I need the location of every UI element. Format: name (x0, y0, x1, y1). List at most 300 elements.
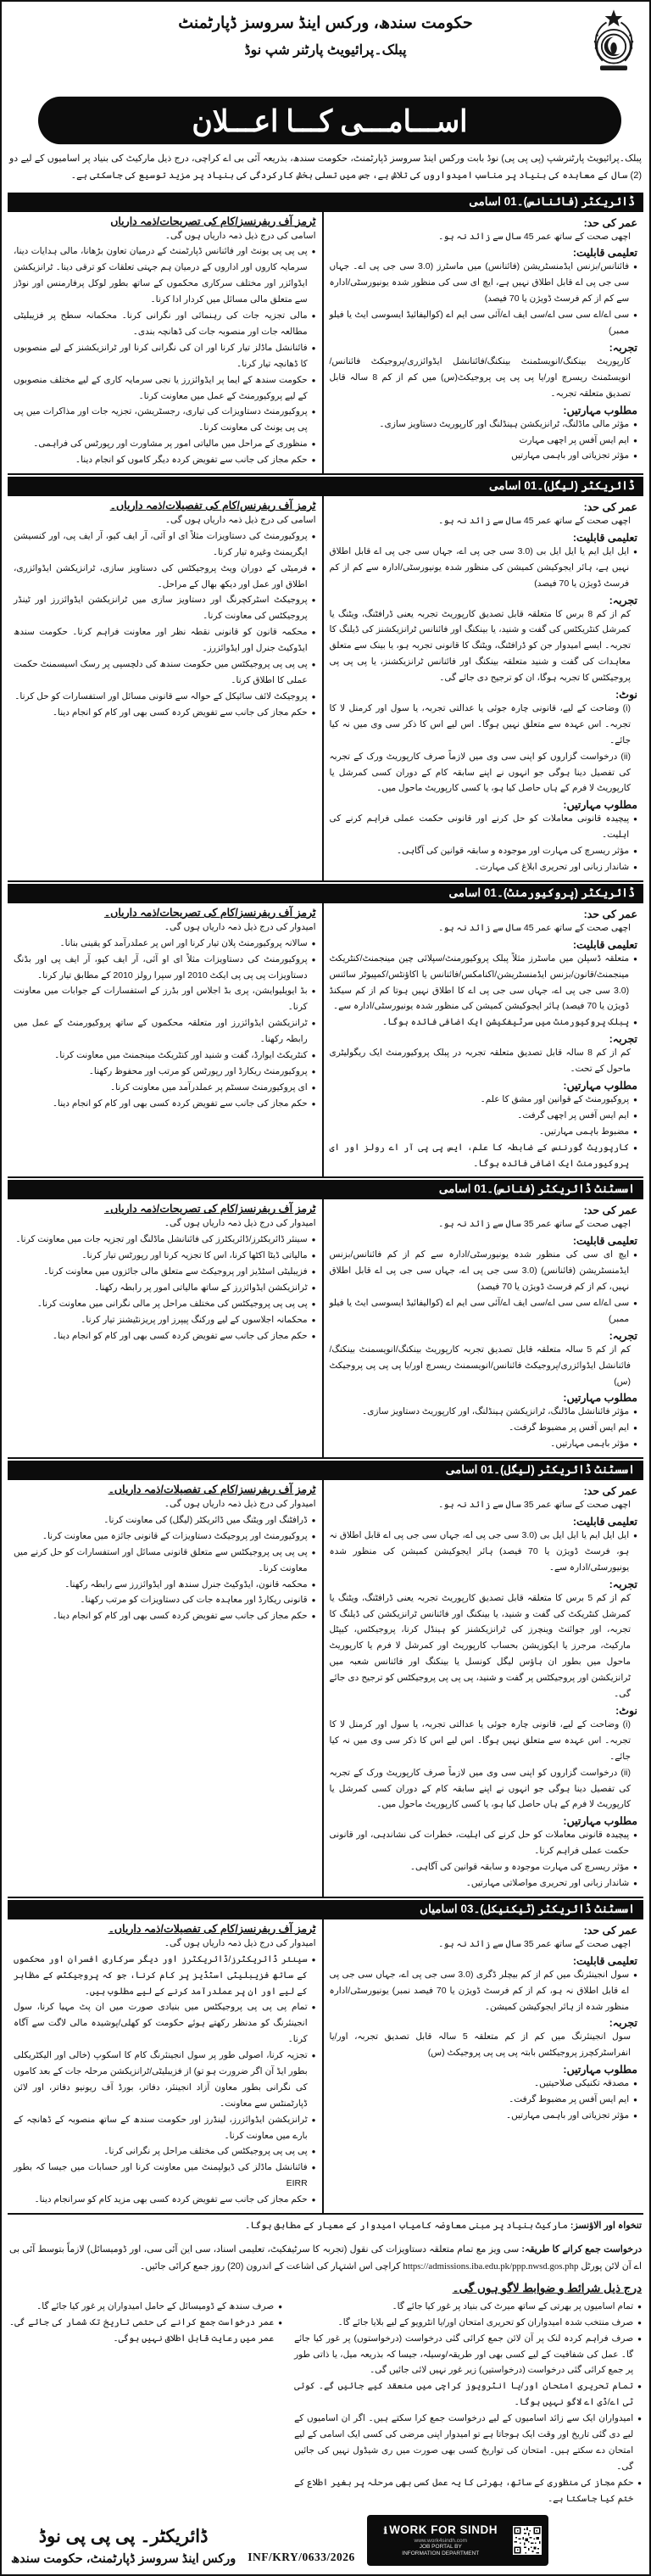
tor-item (14, 1999, 316, 2048)
tor-item-text: پی پی پی پروجیکٹس کی مختلف مراحل پر مالی نگرانی میں معاونت کرنا۔ (36, 1298, 308, 1309)
terms-item-text: تمام اسامیوں پر بھرتی کے ساتھ میرٹ کی بنیاد پر غور کیا جائے گا۔ (392, 2300, 634, 2311)
tor-item-text: ٹرانزیکشن ایڈوائزرز، لینڈرز اور حکومت سندھ کے ساتھ منصوبہ کے ڈھانچہ کے بارے میں معاونت کرنا۔ (14, 2114, 308, 2141)
tor-item (14, 936, 316, 952)
tor-item-text: پروکیورمنٹ دستاویزات کی تیاری، رجسٹریشن، تجزیہ جات اور مذاکرات میں پی پی پی یونٹ کی معاونت کرنا۔ (14, 406, 308, 433)
spec-item (330, 1124, 638, 1140)
tor-item (14, 1528, 316, 1545)
department-name: حکومت سندھ، ورکس اینڈ سروسز ڈپارٹمنٹ (178, 14, 473, 32)
tor-item (14, 1232, 316, 1248)
tor-item (14, 1096, 316, 1112)
terms-item-text: صرف منتخب شدہ امیدواران کو تحریری امتحان اور/یا انٹرویو کے لیے بلایا جائے گا۔ (337, 2316, 634, 2327)
spec-label: نوٹ: (615, 688, 637, 701)
bullet-icon: ● (311, 408, 316, 416)
bullet-icon: ● (311, 532, 316, 540)
tor-item (14, 1264, 316, 1280)
spec-item (330, 1436, 638, 1452)
tor-item-text: پروکیورمنٹ اور پروجیکٹ دستاویزات کے قانونی جائزہ میں معاونت کرنا۔ (42, 1530, 308, 1541)
spec-item (330, 416, 638, 433)
spec-item (330, 2076, 638, 2092)
tor-item-text: منظوری کے مراحل میں مالیاتی امور پر مشاورت اور رپورٹس کی فراہمی۔ (33, 439, 308, 450)
note-item: (i) وضاحت کے لیے، قانونی چارہ جوئی یا عدالتی تجربہ، یا سول اور کرمنل لا کا تجربہ۔ اس عہدہ سے متعلق نہیں ہوگا۔ اس لیے اس کا ذکر سی وی میں نہ کیا جائے۔ (329, 1718, 631, 1762)
signature-block (11, 2526, 236, 2566)
tor-item (14, 2192, 316, 2208)
job-title: اسسٹنٹ ڈائریکٹر (ٹیکنیکل)۔03 اسامیاں (8, 1900, 643, 1919)
terms-item (294, 2299, 642, 2315)
terms-of-reference-column (8, 212, 322, 473)
job-section-5 (8, 1461, 643, 1898)
badge-text (374, 2523, 508, 2559)
spec-item (330, 544, 638, 592)
tor-item-text: پی پی پی پروجیکٹس میں حکومت سندھ کی دلچسپی پر رسک اسیسمنٹ حکمت عملی کا اطلاق کرنا۔ (14, 658, 308, 685)
tor-item-text: محکمانہ اجلاسوں کے لیے ورکنگ پیپرز اور پریزنٹیشنز تیار کرنا۔ (81, 1314, 308, 1325)
bullet-icon: ● (311, 1284, 316, 1293)
job-section-2 (8, 477, 643, 882)
spec-item-text: پیچیدہ قانونی معاملات کو حل کرنے اور قانونی حکمت عملی فراہم کرنے کی اہلیت۔ (329, 813, 630, 841)
tor-item-text: پی پی پی پروجیکٹس سے متعلق قانونی مسائل اور استفسارات کو حل کرنے میں معاونت کرنا۔ (14, 1546, 308, 1573)
spec-item (330, 811, 638, 843)
spec-label: تعلیمی قابلیت: (572, 531, 637, 544)
spec-item (330, 1247, 638, 1295)
spec-item-text: ایل ایل ایم یا ایل ایل بی (3.0 سی جی پی اے، جہاں سی جی پی اے قابل اطلاق نہیں ہے، ہائر ایجوکیشن کمیشن کی منظور شدہ یونیورسٹی/ادارہ سے کم از کم فرسٹ ڈویژن یا 70 فیصد) (329, 545, 630, 589)
bullet-icon: ● (633, 815, 637, 824)
bullet-icon: ● (311, 1268, 316, 1277)
bullet-icon: ● (311, 1099, 316, 1108)
spec-text: کم از کم 8 سالہ قابل تصدیق متعلقہ تجربہ در پبلک پروکیورمنٹ ایک ریگولیٹری ماحول کے تحت۔ (329, 1048, 631, 1075)
tor-item (14, 1248, 316, 1264)
tor-item (14, 561, 316, 593)
spec-item (330, 433, 638, 449)
job-section-6 (8, 1900, 643, 2215)
spec-item (330, 859, 638, 875)
tor-item-text: فرمیٹی کے دوران ویٹ پروجیکٹس کی دستاویز سازی، ٹرانزیکشن ایڈوائزری، اطلاق اور عمل اور دیکھ بھال کے مراحل۔ (14, 562, 308, 590)
spec-item (330, 1859, 638, 1875)
tor-item-text: حکم مجاز کی جانب سے تفویض کردہ کسی بھی اور کام کو انجام دینا۔ (52, 1098, 308, 1109)
tor-item (14, 689, 316, 705)
bullet-icon: ● (633, 1143, 637, 1152)
spec-item-text: ایچ ای سی کی منظور شدہ یونیورسٹی/ادارہ سے کم از کم فائنانس/بزنس ایڈمنسٹریشن (فائنانس) (3.0 سی جی پی اے، جہاں سی جی پی اے قابل اطلاق نہیں، کم از کم فرسٹ ڈویژن یا 70 فیصد) (329, 1249, 630, 1293)
spec-text: اچھی صحت کے ساتھ عمر 45 سال سے زائد نہ ہو۔ (438, 515, 631, 526)
tor-item (14, 592, 316, 624)
tor-item-text: قانونی ریکارڈ اور معاہدہ جات کی دستاویزات کو مرتب رکھنا۔ (80, 1595, 308, 1606)
qr-code-icon (513, 2526, 542, 2555)
spec-label: تجربہ: (609, 341, 637, 354)
bullet-icon: ● (311, 440, 316, 449)
bullet-icon: ● (311, 1067, 316, 1076)
tor-item-text: مالیاتی ڈیٹا اکٹھا کرنا، اس کا تجزیہ کرنا اور رپورٹس تیار کرنا۔ (81, 1250, 308, 1261)
tor-intro: امیدوار کی درج ذیل ذمہ داریاں ہوں گی۔ (164, 1218, 316, 1229)
spec-item-text: سی اے/اے سی سی اے/سی ایف اے/آئی سی ایم اے (کوالیفائیڈ ایسوسی ایٹ یا فیلو ممبر) (329, 310, 630, 337)
tor-item (14, 705, 316, 721)
bullet-icon: ● (637, 2318, 642, 2327)
terms-item-text: تمام تحریری امتحان اور/یا انٹرویوز کراچی میں منعقد کیے جائیں گے۔ کوئی ٹی اے/ڈی اے لاگو نہیں ہوگا۔ (294, 2381, 634, 2408)
tor-item (14, 2143, 316, 2160)
terms-item (294, 2378, 642, 2411)
tor-item (14, 436, 316, 452)
terms-item (294, 2475, 642, 2507)
spec-label: نوٹ: (615, 1704, 637, 1717)
spec-item (330, 1420, 638, 1436)
bullet-icon: ● (633, 1127, 637, 1136)
bullet-icon: ● (633, 1299, 637, 1308)
tor-item-text: محکمہ قانون، ایڈوکیٹ جنرل سندھ اور ایڈوائزرز سے رابطہ رکھنا۔ (64, 1579, 308, 1590)
spec-item-text: ایم ایس آفس پر مضبوط گرفت۔ (509, 1422, 630, 1433)
tor-heading: ٹرمز آف ریفرنسز/کام کی تصریحات/ذمہ داریاں (110, 215, 316, 227)
how-to-apply (8, 2238, 643, 2279)
terms-of-reference-column (8, 1480, 322, 1897)
spec-label: تجربہ: (609, 2017, 637, 2030)
spec-item (330, 1404, 638, 1420)
bullet-icon: ● (633, 1408, 637, 1417)
spec-label: تعلیمی قابلیت: (572, 1235, 637, 1248)
bullet-icon: ● (311, 987, 316, 996)
spec-item-text: مضبوط باہمی مہارتیں۔ (538, 1126, 630, 1137)
spec-item (330, 448, 638, 464)
job-specs-column (322, 1919, 644, 2213)
tor-item (14, 983, 316, 1015)
tor-item (14, 1512, 316, 1528)
salary-label: تنخواہ اور الاؤنسز: (570, 2220, 642, 2231)
job-title: ڈائریکٹر (فائنانس)۔01 اسامی (8, 193, 643, 212)
spec-item (330, 1092, 638, 1108)
tor-item-text: پی پی پی پروجیکٹس کی مختلف مراحل پر نگرانی کرنا۔ (103, 2146, 308, 2157)
job-title: ڈائریکٹر (پروکیورمنٹ)۔01 اسامی (8, 884, 643, 903)
spec-item-text: پیچیدہ قانونی معاملات کو حل کرنے کی اہلیت، خطرات کی نشاندہی، اور قانونی حکمت عملی فراہم کرنا۔ (329, 1830, 630, 1857)
spec-item-text: مؤثر ریسرچ کی مہارت اور موجودہ و سابقہ قوانین کی آگاہی۔ (396, 846, 630, 857)
job-title: اسسٹنٹ ڈائریکٹر (فنانس)۔01 اسامی (8, 1180, 643, 1199)
tor-item-text: حکم مجاز کی جانب سے تفویض کردہ کسی بھی اور کام کو انجام دینا۔ (52, 1611, 308, 1622)
bullet-icon: ● (311, 1580, 316, 1589)
job-section-body (8, 1480, 643, 1898)
spec-item-text: سی اے/اے سی سی اے/سی ایف اے/آئی سی ایم اے (کوالیفائیڈ ایسوسی ایٹ یا فیلو ممبر) (329, 1298, 630, 1324)
bullet-icon: ● (311, 248, 316, 256)
badge-subtitle-1: JOB PORTAL BY (419, 2543, 462, 2550)
spec-item (330, 1827, 638, 1859)
job-specs-column (322, 1199, 644, 1457)
spec-label: تجربہ: (609, 1329, 637, 1342)
bullet-icon: ● (633, 2111, 637, 2120)
tor-item (14, 1952, 316, 2000)
bullet-icon: ● (637, 2302, 642, 2311)
banner-text: اســـامـــی کـــا اعـــلان (192, 103, 468, 137)
bullet-icon: ● (633, 1864, 637, 1872)
bullet-icon: ● (311, 312, 316, 321)
bullet-icon: ● (311, 1955, 316, 1964)
spec-label: تجربہ: (609, 1033, 637, 1046)
tor-item-text: پروکیورمنٹ ریکارڈ اور رپورٹس کو مرتب اور محفوظ رکھنا۔ (88, 1065, 308, 1076)
spec-item (330, 307, 638, 339)
job-section-body (8, 903, 643, 1179)
spec-item (330, 1295, 638, 1327)
spec-label: تعلیمی قابلیت: (572, 247, 637, 260)
bullet-icon: ● (633, 420, 637, 428)
badge-title: ℹ WORK FOR SINDH (383, 2523, 498, 2536)
masthead (8, 5, 643, 92)
tor-item (14, 1592, 316, 1608)
tor-intro: امیدوار کی درج ذیل ذمہ داریاں ہوں گی۔ (164, 1937, 316, 1948)
tor-intro: امیدوار کی درج ذیل ذمہ داریاں ہوں گی۔ (164, 1499, 316, 1510)
tor-item (14, 1608, 316, 1624)
tor-item-text: سینئر ڈائریکٹرز/ڈائریکٹرز کی فائنانشل ماڈلنگ اور تجزیہ جات میں معاونت کرنا۔ (15, 1234, 308, 1245)
terms-list (8, 2299, 643, 2507)
spec-label: مطلوب مہارتیں: (563, 1815, 637, 1828)
bullet-icon: ● (633, 1424, 637, 1433)
terms-of-reference-column (8, 1919, 322, 2213)
terms-item (294, 2315, 642, 2331)
spec-item-text: ایم ایس آفس پر مضبوط گرفت۔ (509, 2094, 630, 2105)
spec-text: اچھی صحت کے ساتھ عمر 35 سال سے زائد نہ ہو۔ (438, 1219, 631, 1230)
tor-item-text: فزیبلیٹی اسٹڈیز اور پروجیکٹ سے متعلق مالی جائزوں میں معاونت کرنا۔ (43, 1266, 308, 1277)
tor-item (14, 1280, 316, 1296)
tor-item-text: حکم مجاز کی جانب سے تفویض کردہ کسی بھی مزید کام کو سرانجام دینا۔ (34, 2194, 308, 2205)
bullet-icon: ● (633, 2080, 637, 2088)
tor-item (14, 624, 316, 657)
spec-text: کم از کم 8 برس کا متعلقہ قابل تصدیق کارپوریٹ تجربہ یعنی ڈرافٹنگ، ویٹنگ یا کمرشل کنٹریکٹس کی گفت و شنید، یا بینکنگ اور فائنانس ٹرانزیکشنز کی ڈیلنگ کا تجربہ۔ ایسے امیدوار جن کو ڈرافٹنگ، ویٹنگ کا قانونی تجربہ ہو، یا بینک سے متعلق معاہدات کی گفت و شنید متعلقہ بینکنگ اور فائنانس ٹرانزیکشنز، یا پی پی پی پروجیکٹس کا تجربہ ہوگا، ان کو ترجیح دی جائے گی۔ (329, 608, 631, 684)
terms-item (9, 2315, 282, 2347)
bullet-icon: ● (311, 2003, 316, 2012)
bullet-icon: ● (633, 954, 637, 963)
tor-item-text: پروجیکٹ لائف سائیکل کے حوالہ سے قانونی مسائل اور استفسارات کو حل کرنا۔ (14, 690, 308, 701)
tor-item-text: فائنانشل ماڈلز تیار کرنا اور ان کی نگرانی کرنا اور ٹرانزیکشنز کے لیے منصوبوں کا ڈھانچہ تیار کرنا۔ (14, 342, 308, 369)
tor-item (14, 404, 316, 436)
tor-item (14, 2048, 316, 2112)
apply-text-before: سی ویز مع تمام متعلقہ دستاویزات کی نقول (تجربہ کا سرٹیفکیٹ، تعلیمی اسناد، سی این آئی سی، اور ڈومیسائل) لازماً بتوسط آئی بی اے آن لائن پورٹل (9, 2244, 642, 2271)
bullet-icon: ● (633, 1970, 637, 1979)
job-sections (8, 193, 643, 2215)
bullet-icon: ● (278, 2302, 283, 2311)
footer (8, 2515, 643, 2566)
tor-item-text: حکم مجاز کی جانب سے تفویض کردہ دیگر کاموں کو انجام دینا۔ (75, 455, 308, 466)
bullet-icon: ● (311, 708, 316, 717)
tor-item (14, 1577, 316, 1593)
bullet-icon: ● (311, 955, 316, 964)
terms-heading: درج ذیل شرائط و ضوابط لاگو ہوں گی۔ (452, 2281, 642, 2294)
application-portal-link[interactable]: https://admissions.iba.edu.pk/ppp.nwsd.gos.php (403, 2260, 579, 2271)
salary-note (8, 2215, 643, 2238)
bullet-icon: ● (278, 2318, 283, 2327)
tor-item-text: ڈرافٹنگ اور ویٹنگ میں ڈائریکٹر (لیگل) کی معاونت کرنا۔ (103, 1515, 308, 1526)
bullet-icon: ● (311, 1299, 316, 1308)
intro-paragraph: پبلک۔پرائیویٹ پارٹنرشپ (پی پی پی) نوڈ بابت ورکس اینڈ سروسز ڈپارٹمنٹ، حکومت سندھ، بذریعہ آئی بی اے کراچی، درج ذیل مارکیٹ کی بنیاد پر اسامیوں کے لیے دو (2) سال کے معاہدہ کی بنیاد پر مناسب امیدواروں کی تلاش ہے، جس میں تسلی بخش کارکردگی کی بنیاد پر مزید توسیع کی جاسکتی ہے۔ (8, 148, 643, 191)
terms-item-text: صرف سندھ کے ڈومیسائل کے حامل امیدواران پر غور کیا جائے گا۔ (36, 2300, 275, 2311)
bullet-icon: ● (633, 1831, 637, 1840)
spec-item (330, 1108, 638, 1124)
spec-item (330, 1875, 638, 1891)
spec-label: مطلوب مہارتیں: (563, 1392, 637, 1405)
tor-item (14, 1048, 316, 1064)
terms-item (9, 2299, 282, 2315)
bullet-icon: ● (633, 1440, 637, 1449)
tor-item (14, 657, 316, 689)
spec-text: اچھی صحت کے ساتھ عمر 45 سال سے زائد نہ ہو۔ (438, 922, 631, 933)
spec-label: عمر کی حد: (583, 500, 637, 513)
spec-label: تعلیمی قابلیت: (572, 938, 637, 951)
bullet-icon: ● (633, 847, 637, 856)
bullet-icon: ● (311, 1252, 316, 1260)
bullet-icon: ● (633, 1879, 637, 1887)
spec-label: عمر کی حد: (583, 1204, 637, 1217)
bullet-icon: ● (311, 1332, 316, 1340)
tor-item (14, 1080, 316, 1096)
spec-item-text: ایم ایس آفس پر اچھی گرفت۔ (517, 1109, 630, 1120)
spec-label: تجربہ: (609, 1578, 637, 1590)
terms-item-text: عمر درخواست جمع کرانے کی حتمی تاریخ تک شمار کی جائے گی۔ عمر میں رعایت قابل اطلاق نہیں ہوگی۔ (9, 2316, 275, 2344)
apply-label: درخواست جمع کرانے کا طریقہ: (521, 2244, 642, 2255)
bullet-icon: ● (637, 2478, 642, 2487)
bullet-icon: ● (311, 660, 316, 668)
bullet-icon: ● (311, 2164, 316, 2172)
job-specs-column (322, 903, 644, 1177)
spec-item-text: کارپوریٹ گورننس کے ضابطہ کا علم، ایس پی پی آر اے رولز اور ای پروکیورمنٹ ایک اضافی فائدہ ہوگا۔ (329, 1142, 630, 1169)
bullet-icon: ● (633, 311, 637, 320)
tor-item-text: تجزیہ کرنا، اصولی طور پر سول انجینئرنگ کام کا اسکوپ (خالی اور الیکٹریکلی بطور ایڈ آن اگر ضرورت ہو تو) از فزیبلیٹی/ٹرانزیکشن مرحلہ جات کے بعد کاموں کی نگرانی بطور معاون آزاد انجینئر، دفاتر، بورڈ آف ریونیو دفاتر، اور لائن ڈپارٹمنٹس سے معاونت۔ (14, 2050, 308, 2109)
tor-heading: ٹرمز آف ریفرنسز/کام کی تصریحات/ذمہ داریاں۔ (103, 1203, 316, 1215)
spec-item-text: شاندار زبانی اور تحریری ابلاغ کی مہارت۔ (474, 861, 630, 872)
bullet-icon: ● (637, 2415, 642, 2423)
tor-item (14, 528, 316, 561)
bullet-icon: ● (633, 1251, 637, 1260)
bullet-icon: ● (311, 2115, 316, 2124)
announcement-banner (38, 97, 621, 144)
bullet-icon: ● (311, 692, 316, 701)
note-item: (ii) درخواست گزاروں کو اپنی سی وی میں لازماً صرف کارپوریٹ ورک کے تجربہ کی تفصیل دینا ہوگی جو انہوں نے اپنے سابقہ کام کے دوران کسی کمرشل یا کارپوریٹ لا فرم کے ہاں حاصل کیا ہو، یا کسی کارپوریٹ ماحول میں۔ (329, 751, 631, 794)
spec-text: کارپوریٹ بینکنگ/انویسٹمنٹ بینکنگ/فائنانشل ایڈوائزری/پروجیکٹ فائنانس/انویسٹمنٹ ریسرچ اور/یا پی پی پی پروجیکٹ(س) میں کم از کم 8 سالہ قابل تصدیق متعلقہ تجربہ۔ (329, 355, 631, 399)
tor-intro: اسامی کی درج ذیل ذمہ داریاں ہوں گی۔ (164, 514, 316, 525)
terms-column-left (9, 2299, 282, 2507)
tor-item-text: فائنانشل ماڈلز کی ڈیولپمنٹ میں معاونت کرنا اور حسابات میں جیسا کہ بطور EIRR (14, 2162, 308, 2189)
bullet-icon: ● (311, 629, 316, 637)
spec-item-text: مؤثر باہمی مہارتیں۔ (550, 1439, 630, 1450)
tor-item (14, 1064, 316, 1080)
tor-item-text: حکم مجاز کی جانب سے تفویض کردہ کسی بھی اور کام کو انجام دینا۔ (52, 1330, 308, 1341)
job-title: ڈائریکٹر (لیگل)۔01 اسامی (8, 477, 643, 496)
tor-item (14, 1328, 316, 1344)
terms-column-right (294, 2299, 642, 2507)
tor-item-text: بڈ ایویلیوایشن، پری بڈ اجلاس اور بڈرز کے استفسارات کے جوابات میں معاونت کرنا۔ (14, 986, 308, 1013)
tor-item-text: حکومت سندھ کے ایما پر ایڈوائزرز یا نجی سرمایہ کاری کے لیے مختلف منصوبوں کے لیے پروکیورمنٹ کے عمل میں معاونت کرنا۔ (14, 374, 308, 401)
bullet-icon: ● (311, 456, 316, 465)
terms-item (294, 2331, 642, 2379)
tor-item (14, 1545, 316, 1577)
spec-item (330, 1967, 638, 2015)
spec-item-text: ایل ایل ایم یا ایل ایل بی (3.0 سی جی پی اے، جہاں سی جی پی اے قابل اطلاق نہ ہو، فرسٹ ڈویژن یا 70 فیصد) ہائر ایجوکیشن کمیشن کی منظور شدہ یونیورسٹی/ادارہ سے۔ (329, 1530, 630, 1573)
bullet-icon: ● (311, 2196, 316, 2204)
spec-item-text: پروکیورمنٹ کے قوانین اور مشق کا علم۔ (480, 1094, 630, 1104)
spec-label: تعلیمی قابلیت: (572, 1516, 637, 1528)
job-specs-column (322, 212, 644, 473)
spec-text: اچھی صحت کے ساتھ عمر 35 سال سے زائد نہ ہو۔ (438, 1500, 631, 1511)
bullet-icon: ● (633, 1532, 637, 1540)
tor-item (14, 340, 316, 372)
job-section-1 (8, 193, 643, 475)
badge-subtitle-2: INFORMATION DEPARTMENT (402, 2551, 480, 2557)
tor-intro: اسامی کی درج ذیل ذمہ داریاں ہوں گی۔ (164, 230, 316, 241)
spec-item-text: فائنانس/بزنس ایڈمنسٹریشن (فائنانس) میں ماسٹرز (3.0 سی جی پی اے۔ جہاں سی جی پی اے قابل اطلاق نہیں ہے، ایچ ای سی کی منظور شدہ یونیورسٹی/ادارہ سے کم از کم فرسٹ ڈویژن یا 70 فیصد) (329, 261, 630, 305)
terms-item (294, 2411, 642, 2475)
spec-label: مطلوب مہارتیں: (563, 1080, 637, 1092)
bullet-icon: ● (311, 1548, 316, 1556)
spec-item (330, 951, 638, 1015)
job-section-body (8, 496, 643, 882)
bullet-icon: ● (311, 1612, 316, 1621)
spec-item-text: شاندار زبانی اور تحریری مواصلاتی مہارتیں۔ (465, 1877, 630, 1888)
terms-of-reference-column (8, 1199, 322, 1457)
spec-label: عمر کی حد: (583, 908, 637, 920)
bullet-icon: ● (311, 1596, 316, 1605)
bullet-icon: ● (311, 1083, 316, 1092)
spec-item (330, 1528, 638, 1576)
spec-item-text: پبلک پروکیورمنٹ میں سرٹیفکیشن ایک اضافی فائدہ ہوگا۔ (382, 1017, 630, 1028)
tor-item (14, 308, 316, 340)
bullet-icon: ● (311, 1316, 316, 1324)
spec-item-text: مؤثر ریسرچ کی مہارت موجودہ و سابقہ قوانین کی آگاہی۔ (409, 1862, 630, 1873)
spec-item-text: مؤثر تجزیاتی اور باہمی مہارتیں (511, 450, 630, 461)
tor-item-text: پی پی پی یونٹ اور فائنانس ڈپارٹمنٹ کے درمیان تعاون بڑھانا، مالی ہدایات دینا، سرمایہ کاروں اور اداروں کے درمیان ہم جہتی تعلقات کو ترقی دینا۔ ٹرانزیکشن ایڈوائزر اور مختلف سرکاری محکموں کے ساتھ بطور لوکل پرفارمنس اور نوڈز سے متعلق مالی مسائل میں کردار ادا کرنا۔ (14, 246, 308, 305)
spec-item-text: مصدقہ تکنیکی صلاحیتیں۔ (533, 2078, 630, 2089)
terms-of-reference-column (8, 903, 322, 1177)
tor-item (14, 2112, 316, 2144)
tor-item (14, 1296, 316, 1312)
tor-item-text: پروکیورمنٹ کی دستاویزات مثلاً ای او آئی، آر ایف کیو، آر ایف پی، اور کنسیشن ایگریمنٹ وغیرہ تیار کرنا۔ (14, 530, 308, 557)
job-section-body (8, 212, 643, 475)
bullet-icon: ● (633, 1096, 637, 1104)
tor-item (14, 1015, 316, 1048)
bullet-icon: ● (311, 2052, 316, 2060)
bullet-icon: ● (311, 2148, 316, 2156)
spec-item (330, 2092, 638, 2108)
spec-item-text: سول انجینئرنگ میں کم از کم بیچلر ڈگری (3.0 سی جی پی اے، جہاں سی جی پی اے قابل اطلاق نہ ہو، کم از کم فرسٹ ڈویژن یا 70 فیصد نمبر) یونیورسٹی/ادارہ منظور شدہ از ہائر ایجوکیشن کمیشن۔ (329, 1969, 630, 2012)
spec-label: مطلوب مہارتیں: (563, 404, 637, 416)
spec-item-text: متعلقہ ڈسپلن میں ماسٹرز مثلاً پبلک پروکیورمنٹ/سپلائی چین مینجمنٹ/کنٹریکٹ مینجمنٹ/قانون/بزنس ایڈمنسٹریشن/اکنامکس/فائنانس یا اکاؤنٹس/کمپیوٹر سائنس (3.0 سی جی پی اے، جہاں سی جی پی اے کا اطلاق نہیں ہوتا کم از کم سیکنڈ ڈویژن یا 70 فیصد) ہائر ایجوکیشن کمیشن کی منظور شدہ یونیورسٹی/ادارہ سے۔ (329, 953, 630, 1012)
spec-label: تجربہ: (609, 594, 637, 606)
spec-item (330, 259, 638, 307)
tor-item-text: تمام پی پی پی پروجیکٹس میں بنیادی صورت میں ان پٹ مہیا کرنا، سول انجینئرنگ کو مدنظر رکھتے ہوئے حکومت کو کھلی/پوشیدہ مالی لاگت سے آگاہ کرنا۔ (14, 2002, 308, 2045)
bullet-icon: ● (311, 1532, 316, 1540)
spec-text: کم از کم 5 برس کا متعلقہ قابل تصدیق کارپوریٹ تجربہ یعنی ڈرافٹنگ، ویٹنگ یا کمرشل کنٹریکٹ کی گفت و شنید، یا بینکنگ اور فائنانس ٹرانزیکشن کی ڈیلنگ کا تجربہ، اور جوائنٹ وینچرز کی ٹرانزیکشنز کو ہینڈل کرنا، پروجیکٹس، کیپٹل مارکیٹ، مرجرز یا ایکوزیشن بحساب کارپوریٹ اور کمرشل لا فرم یا کارپوریٹ ماحول میں بطور ان ہاؤس لیگل کونسل یا بینکنگ اور فائنانس شعبہ میں ٹرانزیکشن اور پروجیکٹس پر گفت و شنید، پی پی پی پروجیکٹس کو ترجیح دی جائے گی۔ (329, 1592, 631, 1700)
terms-item-text: حکم مجاز کی منظوری کے ساتھ، بھرتی کا یہ عمل کسی بھی مرحلہ پر بغیر اطلاع کے ختم کیا جاسکتا ہے۔ (294, 2477, 634, 2504)
job-specs-column (322, 1480, 644, 1897)
tor-item-text: مالی تجزیہ جات کی رہنمائی اور نگرانی کرنا۔ محکمانہ سطح پر فزیبلیٹی مطالعہ جات اور منصوبہ جات کی ڈھانچہ بندی۔ (14, 310, 308, 337)
badge-website: www.work4sindh.com (414, 2537, 468, 2544)
bullet-icon: ● (311, 564, 316, 573)
spec-label: عمر کی حد: (583, 1485, 637, 1498)
bullet-icon: ● (633, 547, 637, 556)
spec-label: مطلوب مہارتیں: (563, 799, 637, 812)
tor-heading: ٹرمز آف ریفرنسز/کام کی تفصیلات/ذمہ داریاں۔ (108, 1484, 316, 1496)
tor-item-text: پروجیکٹ اسٹرکچرنگ اور دستاویز سازی میں ٹرانزیکشن ایڈوائزرز اور ٹینڈر پروجیکٹس کی معاونت کرنا۔ (14, 595, 308, 622)
tor-item-text: سینئر ڈائریکٹرز/ڈائریکٹرز اور دیگر سرکاری افسران اور محکموں کے ساتھ فزیبلیٹی اسٹڈیز پر کام کرنا، جو کہ پروجیکٹس کے مظاہر کے لیے اور ان پر عملدرآمد کرنے کے لیے مطلوب ہیں۔ (14, 1953, 308, 1997)
spec-label: مطلوب مہارتیں: (563, 2064, 637, 2076)
spec-text: اچھی صحت کے ساتھ عمر 35 سال سے زائد نہ ہو۔ (438, 1938, 631, 1949)
tor-item (14, 2160, 316, 2192)
bullet-icon: ● (311, 1052, 316, 1059)
tor-item (14, 1312, 316, 1328)
tor-item (14, 452, 316, 468)
bullet-icon: ● (311, 344, 316, 352)
node-name: پبلک۔پرائیویٹ پارٹنر شپ نوڈ (244, 43, 407, 58)
bullet-icon: ● (311, 376, 316, 384)
tor-item-text: ٹرانزیکشن ایڈوائزرز اور متعلقہ محکموں کے ساتھ پروکیورمنٹ کے عمل میں رابطہ رکھنا۔ (14, 1018, 308, 1045)
spec-text: سول انجینئرنگ میں کم از کم متعلقہ 5 سالہ قابل تصدیق تجربہ، اور/یا انفراسٹرکچرز پروجیکٹس بابتہ پی پی پی پروجیکٹ (س) (329, 2031, 631, 2059)
tor-item-text: ای پروکیورمنٹ سسٹم پر عملدرآمد میں معاونت کرنا۔ (110, 1081, 308, 1092)
spec-item-text: مؤثر تجزیاتی اور باہمی مہارتیں۔ (505, 2109, 630, 2121)
inf-reference-number: INF/KRY/0633/2026 (248, 2551, 355, 2564)
bullet-icon: ● (311, 1236, 316, 1244)
spec-item-text: ایم ایس آفس پر اچھی مہارت (519, 434, 630, 445)
bullet-icon: ● (311, 596, 316, 605)
spec-text: اچھی صحت کے ساتھ عمر 45 سال سے زائد نہ ہو۔ (438, 231, 631, 242)
note-item: (ii) درخواست گزاروں کو اپنی سی وی میں لازماً صرف کارپوریٹ ورک کے تجربہ کی تفصیل دینا ہوگی جو انہوں نے اپنے سابقہ کام کے دوران کسی کمرشل یا کارپوریٹ لا فرم کے ہاں حاصل کیا ہو، یا کسی کارپوریٹ ماحول میں۔ (329, 1767, 631, 1810)
tor-item-text: کنٹریکٹ ایوارڈ، گفت و شنید اور کنٹریکٹ مینجمنٹ میں معاونت کرنا۔ (54, 1050, 308, 1060)
